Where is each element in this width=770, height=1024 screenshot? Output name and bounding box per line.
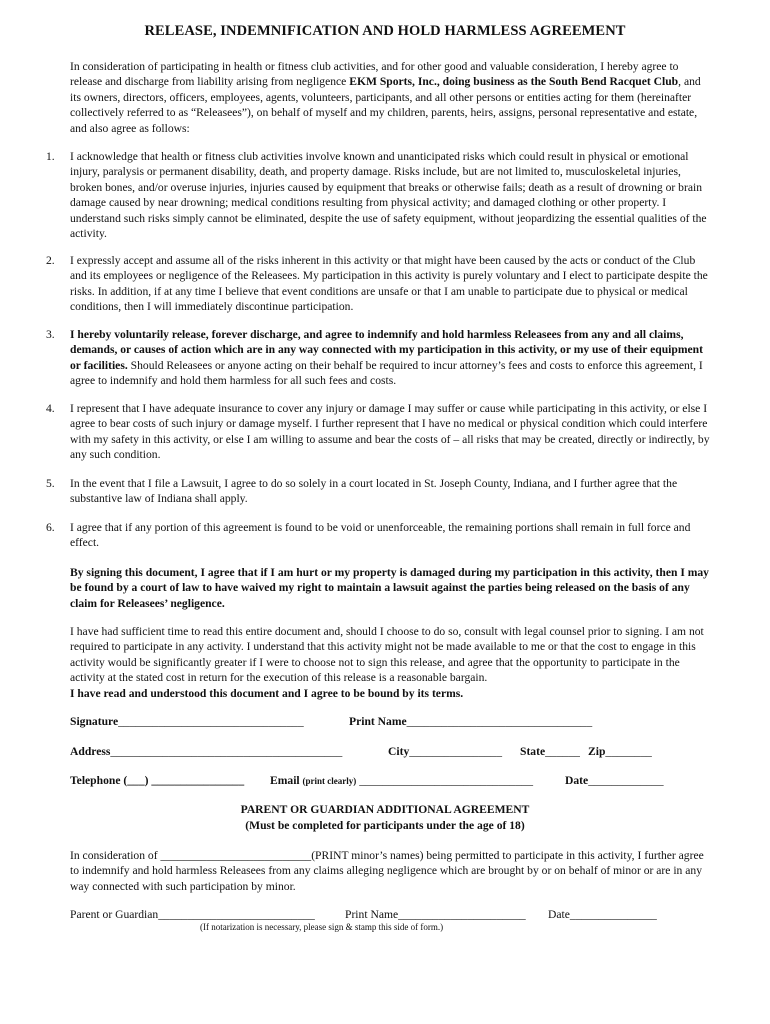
document-title: RELEASE, INDEMNIFICATION AND HOLD HARMLESS AGREEMENT [144,23,626,39]
item-number: 2. [46,254,55,267]
item-2-text: I expressly accept and assume all of the risks inherent in this activity or that might have been caused by the acts or conduct of the Club and its employees or negligence of the Releasees. My participation in this activity is purely voluntary and I elect to participate despite the risks. In addition, if at any time I believe that event conditions are unsafe or that I am unable to participate due to physical or medical conditions, then I will immediately discontinue participation. [70,254,708,314]
minor-name-line[interactable]: __________________________ [160,849,312,862]
email-print-clearly-note: (print clearly) [302,776,357,786]
address-field[interactable] [70,744,342,759]
guardian-print-name-line: ______________________ [398,908,526,921]
city-line: ________________ [409,745,503,758]
item-6-text: I agree that if any portion of this agreement is found to be void or unenforceable, the remaining portions shall remain in full force and effect. [70,521,691,550]
intro-paragraph [70,59,710,136]
item-1-text: I acknowledge that health or fitness club activities involve known and unanticipated risks which could result in physical or emotional injury, paralysis or permanent disability, death, and property damage. Risks include, but are not limited to, musculoskeletal injuries, broken bones, and/or overuse injuries, injuries caused by equipment that breaks or otherwise fails; death as a result of drowning or brain damage caused by near drowning; medical conditions resulting from physical activity; and damaged clothing or other property. I understand such risks simply cannot be eliminated, despite the use of safety equipment, without jeopardizing the essential qualities of the activity. [70,150,707,241]
signature-field[interactable] [70,714,304,729]
signing-warning: By signing this document, I agree that if I am hurt or my property is damaged during my participation in this activity, then I may be found by a court of law to have waived my right to maintain a lawsuit against the parties being released on the basis of any claim for Releasees’ negligence. [70,566,709,610]
date-field[interactable] [565,773,664,788]
item-4-text: I represent that I have adequate insurance to cover any injury or damage I may suffer or cause while participating in this activity, or else I agree to bear costs of such injury or damage myself. I further represent that I have no medical or physical condition which could interfere with my safety in this activity, or else I am willing to assume and bear the costs of – all risks that may be created, directly or indirectly, by any such condition. [70,402,710,462]
print-name-label: Print Name [349,715,407,728]
parent-heading: PARENT OR GUARDIAN ADDITIONAL AGREEMENT [240,803,530,816]
guardian-date-line: _______________ [569,908,657,921]
state-label: State [520,745,546,758]
email-line: ______________________________ [359,774,534,787]
item-5-text: In the event that I file a Lawsuit, I agree to do so solely in a court located in St. Joseph County, Indiana, and I further agree that the substantive law of Indiana shall apply. [70,477,678,506]
city-label: City [388,745,410,758]
city-field[interactable] [388,744,502,759]
parent-subheading: (Must be completed for participants under the age of 18) [245,819,525,832]
date-line: _____________ [588,774,664,787]
item-number: 4. [46,402,55,415]
sufficient-time-paragraph [70,624,710,701]
guardian-label: Parent or Guardian [70,908,159,921]
item-3-bold: I hereby voluntarily release, forever discharge, and agree to indemnify and hold harmless Releasees from any and all claims, demands, or causes of action which are in any way connected with my participation in this activity, or my use of their equipment or facilities. [70,328,703,372]
guardian-signature-field[interactable] [70,907,315,922]
guardian-print-name-label: Print Name [345,908,399,921]
signature-line: ________________________________ [118,715,304,728]
zip-line: ________ [605,745,652,758]
guardian-date-field[interactable] [548,907,657,922]
address-label: Address [70,745,111,758]
telephone-label: Telephone (___) ________________ [70,774,245,787]
intro-text-b: , and its owners, directors, officers, employees, agents, volunteers, participants, and all other persons or entities acting for them (hereinafter collectively referred to as “Releasees”), on behalf of myself and my children, parents, heirs, assigns, personal representative and estate, and also agree as follows: [70,75,701,135]
intro-text-a: In consideration of participating in health or fitness club activities, and for other good and valuable consideration, I hereby agree to release and discharge from liability arising from negligence [70,60,679,89]
date-label: Date [565,774,589,787]
read-understood-text: I have read and understood this document and I agree to be bound by its terms. [70,686,464,700]
address-line: ________________________________________ [110,745,343,758]
parent-text-b: (PRINT minor’s names) being permitted to participate in this activity, I further agree to indemnify and hold harmless Releasees from any claims alleging negligence which are brought by or on behalf of minor or are in any way connected with such participation by minor. [70,849,704,893]
state-line: ______ [545,745,580,758]
signature-label: Signature [70,715,119,728]
guardian-line: ___________________________ [158,908,315,921]
zip-label: Zip [588,745,606,758]
email-label: Email [270,774,300,787]
item-number: 5. [46,477,55,490]
email-field[interactable] [270,773,533,789]
item-number: 1. [46,150,55,163]
print-name-line: ________________________________ [406,715,593,728]
guardian-date-label: Date [548,908,570,921]
sufficient-time-text: I have had sufficient time to read this entire document and, should I choose to do so, consult with legal counsel prior to signing. I am not required to participate in any activity. I understand that this activity might not be made available to me or that the cost to engage in this activity would be significantly greater if I were to choose not to sign this release, and agree that the opportunity to participate in the activity at the stated cost in return for the execution of this release is a reasonable bargain. [70,625,704,685]
item-number: 6. [46,521,55,534]
intro-company-name: EKM Sports, Inc., doing business as the South Bend Racquet Club [349,75,679,89]
print-name-field[interactable] [349,714,592,729]
item-3-rest: Should Releasees or anyone acting on their behalf be required to incur attorney’s fees and costs to enforce this agreement, I agree to indemnify and hold them harmless for all such fees and costs. [70,358,703,388]
zip-field[interactable] [588,744,652,759]
state-field[interactable] [520,744,580,759]
notarization-note: (If notarization is necessary, please sign & stamp this side of form.) [200,922,444,932]
parent-paragraph [70,848,710,894]
guardian-print-name-field[interactable] [345,907,526,922]
item-number: 3. [46,328,55,341]
parent-text-a: In consideration of [70,849,161,862]
telephone-field[interactable] [70,773,244,788]
item-3-text [70,327,710,389]
